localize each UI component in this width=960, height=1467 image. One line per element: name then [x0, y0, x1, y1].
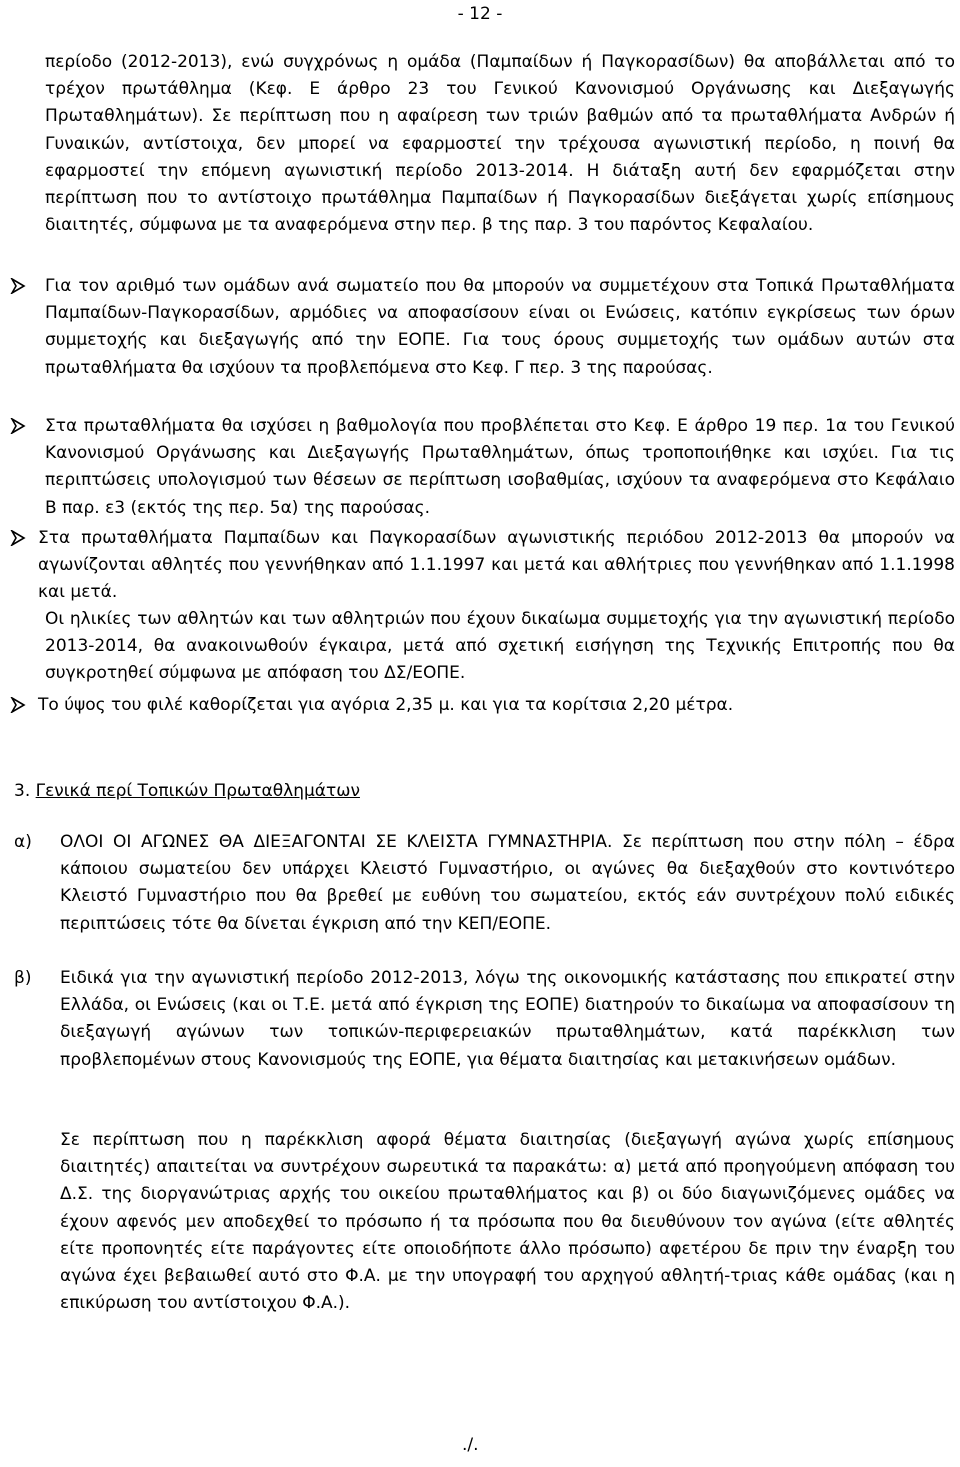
bullet-item: Στα πρωταθλήματα θα ισχύσει η βαθμολογία που προβλέπεται στο Κεφ. Ε άρθρο 19 περ. 1α του Γενικού Κανονισμού Οργάνωσης και Διεξαγωγής Πρωταθλημάτων, όπως τροποποιήθηκε και ισχύει. Για τις περιπτώσεις υπολογισμού των θέσεων σε περίπτωση ισοβαθμίας, ισχύουν τα αναφερόμενα στο Κεφάλαιο Β παρ. ε3 (εκτός της περ. 5α) της παρούσας. — [45, 416, 955, 518]
bullet-item: Στα πρωταθλήματα Παμπαίδων και Παγκορασίδων αγωνιστικής περιόδου 2012-2013 θα μπορούν να αγωνίζονται αθλητές που γεννήθηκαν από 1.1.1997 και μετά και αθλήτριες που γεννήθηκαν από 1.1.1998 και μετά. — [38, 528, 955, 603]
section-title: Γενικά περί Τοπικών Πρωταθλημάτων — [35, 781, 360, 801]
intro-paragraph: περίοδο (2012-2013), ενώ συγχρόνως η ομάδα (Παμπαίδων ή Παγκορασίδων) θα αποβάλλεται από το τρέχον πρωτάθλημα (Κεφ. Ε άρθρο 23 του Γενικού Κανονισμού Οργάνωσης και Διεξαγωγής Πρωταθλημάτων). Σε περίπτωση που η αφαίρεση των τριών βαθμών από τα πρωταθλήματα Ανδρών ή Γυναικών, αντίστοιχα, δεν μπορεί να εφαρμοστεί την τρέχουσα αγωνιστική περίοδο, η ποινή θα εφαρμοστεί την επόμενη αγωνιστική περίοδο 2013-2014. Η διάταξη αυτή δεν εφαρμόζεται στην περίπτωση που το αντίστοιχο πρωτάθλημα Παμπαίδων ή Παγκορασίδων διεξάγεται χωρίς επίσημους διαιτητές, σύμφωνα με τα αναφερόμενα στην περ. β της παρ. 3 του παρόντος Κεφαλαίου. — [45, 52, 955, 236]
section-number: 3. — [14, 781, 31, 801]
item-label: β) — [14, 968, 32, 988]
arrowhead-bullet-icon — [10, 418, 26, 434]
item-continuation: Σε περίπτωση που η παρέκκλιση αφορά θέματα διαιτησίας (διεξαγωγή αγώνα χωρίς επίσημους διαιτητές) απαιτείται να συντρέχουν σωρευτικά τα παρακάτω: α) μετά από προηγούμενη απόφαση του Δ.Σ. της διοργανώτριας αρχής του οικείου πρωταθλήματος και β) οι δύο διαγωνιζόμενες ομάδες να έχουν αφενός μεν αποδεχθεί το πρόσωπο ή τα πρόσωπα που θα διευθύνουν τον αγώνα (είτε αθλητές είτε προπονητές είτε παράγοντες είτε οποιοδήποτε άλλο πρόσωπο) αφετέρου δε πριν την έναρξη του αγώνα έχει βεβαιωθεί αυτό στο Φ.Α. με την υπογραφή του αρχηγού αθλητή-τριας κάθε ομάδας (και η επικύρωση του αντίστοιχου Φ.Α.). — [60, 1130, 955, 1314]
section-heading — [14, 778, 360, 805]
bullet-item: Για τον αριθμό των ομάδων ανά σωματείο που θα μπορούν να συμμετέχουν στα Τοπικά Πρωταθλήματα Παμπαίδων-Παγκορασίδων, αρμόδιες να αποφασίσουν είναι οι Ενώσεις, κατόπιν εγκρίσεως των όρων συμμετοχής και διεξαγωγής από την ΕΟΠΕ. Για τους όρους συμμετοχής των ομάδων αυτών στα πρωταθλήματα θα ισχύουν τα προβλεπόμενα στο Κεφ. Γ περ. 3 της παρούσας. — [45, 276, 955, 378]
arrowhead-bullet-icon — [10, 697, 26, 713]
item-label: α) — [14, 832, 32, 852]
arrowhead-bullet-icon — [10, 530, 26, 546]
item-text: ΟΛΟΙ ΟΙ ΑΓΩΝΕΣ ΘΑ ΔΙΕΞΑΓΟΝΤΑΙ ΣΕ ΚΛΕΙΣΤΑ ΓΥΜΝΑΣΤΗΡΙΑ. Σε περίπτωση που στην πόλη – έδρα κάποιου σωματείου δεν υπάρχει Κλειστό Γυμναστήριο, οι αγώνες θα διεξαχθούν στο κοντινότερο Κλειστό Γυμναστήριο που θα βρεθεί με ευθύνη του σωματείου, εκτός εάν συντρέχουν πολύ ειδικές περιπτώσεις τότε θα δίνεται έγκριση από την ΚΕΠ/ΕΟΠΕ. — [60, 832, 955, 934]
arrowhead-bullet-icon — [10, 278, 26, 294]
item-text: Ειδικά για την αγωνιστική περίοδο 2012-2013, λόγω της οικονομικής κατάστασης που επικρατεί στην Ελλάδα, οι Ενώσεις (και οι Τ.Ε. μετά από έγκριση της ΕΟΠΕ) διατηρούν το δικαίωμα να αποφασίσουν τη διεξαγωγή αγώνων των τοπικών-περιφερειακών πρωταθλημάτων, κατά παρέκκλιση των προβλεπομένων στους Κανονισμούς της ΕΟΠΕ, για θέματα διαιτησίας και μετακινήσεων ομάδων. — [60, 968, 955, 1070]
page-number: - 12 - — [457, 4, 503, 24]
footer-continuation-mark: ./. — [462, 1435, 479, 1455]
bullet-item: Το ύψος του φιλέ καθορίζεται για αγόρια 2,35 μ. και για τα κορίτσια 2,20 μέτρα. — [38, 695, 734, 715]
bullet-continuation: Οι ηλικίες των αθλητών και των αθλητριών που έχουν δικαίωμα συμμετοχής για την αγωνιστική περίοδο 2013-2014, θα ανακοινωθούν έγκαιρα, μετά από σχετική εισήγηση της Τεχνικής Επιτροπής που θα συγκροτηθεί σύμφωνα με απόφαση του ΔΣ/ΕΟΠΕ. — [45, 609, 955, 684]
